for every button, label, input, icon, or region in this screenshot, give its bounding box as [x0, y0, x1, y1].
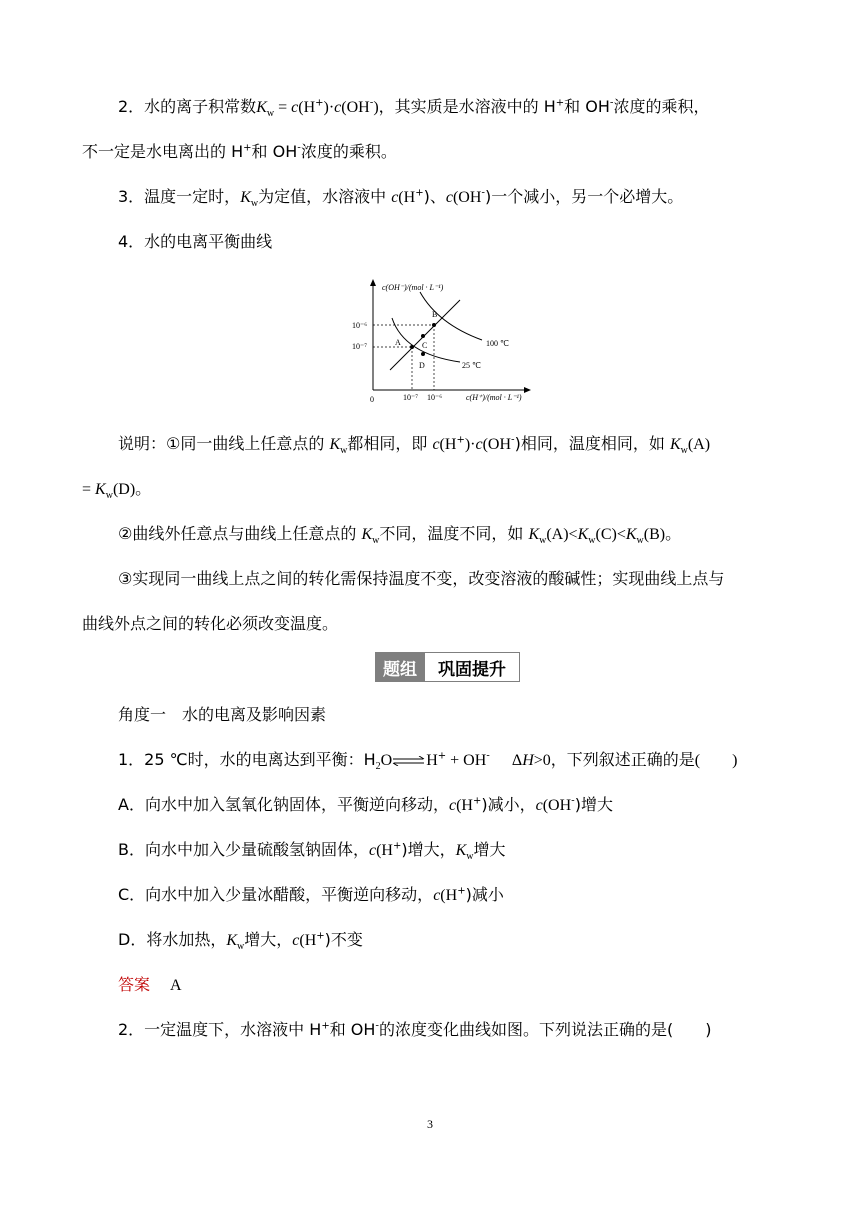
- para-3: 3．温度一定时，$K_w$为定值，水溶液中 c(H+)、c(OH-)一个减小，另一个必增大。: [118, 187, 684, 210]
- point-c: [421, 334, 425, 338]
- section-heading-tag: 题组: [375, 652, 425, 682]
- angle-heading: 角度一 水的电离及影响因素: [118, 705, 327, 724]
- label-a: A: [395, 338, 401, 347]
- equilibrium-arrow-icon: [392, 756, 426, 766]
- section-heading-title: 巩固提升: [425, 652, 520, 682]
- note-3-line-1: ③实现同一曲线上点之间的转化需保持温度不变，改变溶液的酸碱性；实现曲线上点与: [118, 569, 725, 588]
- label-c: C: [422, 341, 428, 350]
- question-2: 2．一定温度下，水溶液中 H+和 OH-的浓度变化曲线如图。下列说法正确的是( ): [118, 1020, 712, 1039]
- point-a: [410, 345, 414, 349]
- answer: [118, 974, 182, 997]
- x-tick-label: 10⁻⁷: [403, 393, 419, 402]
- neutral-line: [390, 300, 460, 370]
- para-2-line-2: 不一定是水电离出的 H+和 OH-浓度的乘积。: [82, 142, 397, 161]
- origin-label: 0: [370, 395, 374, 404]
- point-d: [421, 352, 425, 356]
- curve-100c: [420, 292, 482, 340]
- label-d: D: [419, 361, 425, 370]
- y-axis-arrow: [370, 279, 376, 286]
- note-line-1: 说明：①同一曲线上任意点的 $K_w$都相同，即 c(H+)·c(OH-)相同，温度相同，如 $K_w(A)$: [118, 434, 711, 457]
- point-b: [432, 323, 436, 327]
- y-axis-label: c(OH⁻)/(mol · L⁻¹): [382, 283, 444, 292]
- option-a: A．向水中加入氢氧化钠固体，平衡逆向移动，c(H+)减小，c(OH-)增大: [118, 795, 613, 814]
- x-axis-label: c(H⁺)/(mol · L⁻¹): [466, 393, 522, 402]
- page-number: 3: [427, 1117, 433, 1131]
- note-2: ②曲线外任意点与曲线上任意点的 $K_w$不同，温度不同，如 $K_w(A)<K_w(C)<K_w(B)$。: [118, 524, 682, 547]
- x-axis-arrow: [524, 387, 531, 393]
- option-c: C．向水中加入少量冰醋酸，平衡逆向移动，c(H+)减小: [118, 885, 504, 904]
- option-d: D．将水加热，$K_w$增大，c(H+)不变: [118, 930, 363, 953]
- equilibrium-curve-figure: [348, 278, 548, 408]
- y-tick-label: 10⁻⁷: [352, 342, 368, 351]
- para-2-line-1: 2．水的离子积常数$K_w = c(H^+)\cdot c(OH^-)$，其实质是水溶液中的 H+和 OH-浓度的乘积，: [118, 97, 710, 120]
- label-25c: 25 ℃: [462, 361, 481, 370]
- note-3-line-2: 曲线外点之间的转化必须改变温度。: [82, 614, 339, 633]
- label-100c: 100 ℃: [486, 339, 509, 348]
- question-1: 1．25 ℃时，水的电离达到平衡：$H_2O$ H+ + OH- ΔH>0，下列叙述正确的是( ): [118, 750, 738, 773]
- note-line-2: = $K_w(D)$。: [82, 481, 152, 502]
- y-tick-label: 10⁻⁶: [352, 321, 368, 330]
- para-4: 4．水的电离平衡曲线: [118, 232, 273, 251]
- label-b: B: [432, 310, 438, 319]
- curve-25c: [392, 318, 460, 362]
- answer-value: A: [170, 977, 182, 994]
- option-b: B．向水中加入少量硫酸氢钠固体，c(H+)增大，$K_w$增大: [118, 840, 506, 863]
- section-heading: [375, 652, 520, 682]
- answer-label: 答案: [118, 975, 151, 994]
- x-tick-label: 10⁻⁶: [427, 393, 443, 402]
